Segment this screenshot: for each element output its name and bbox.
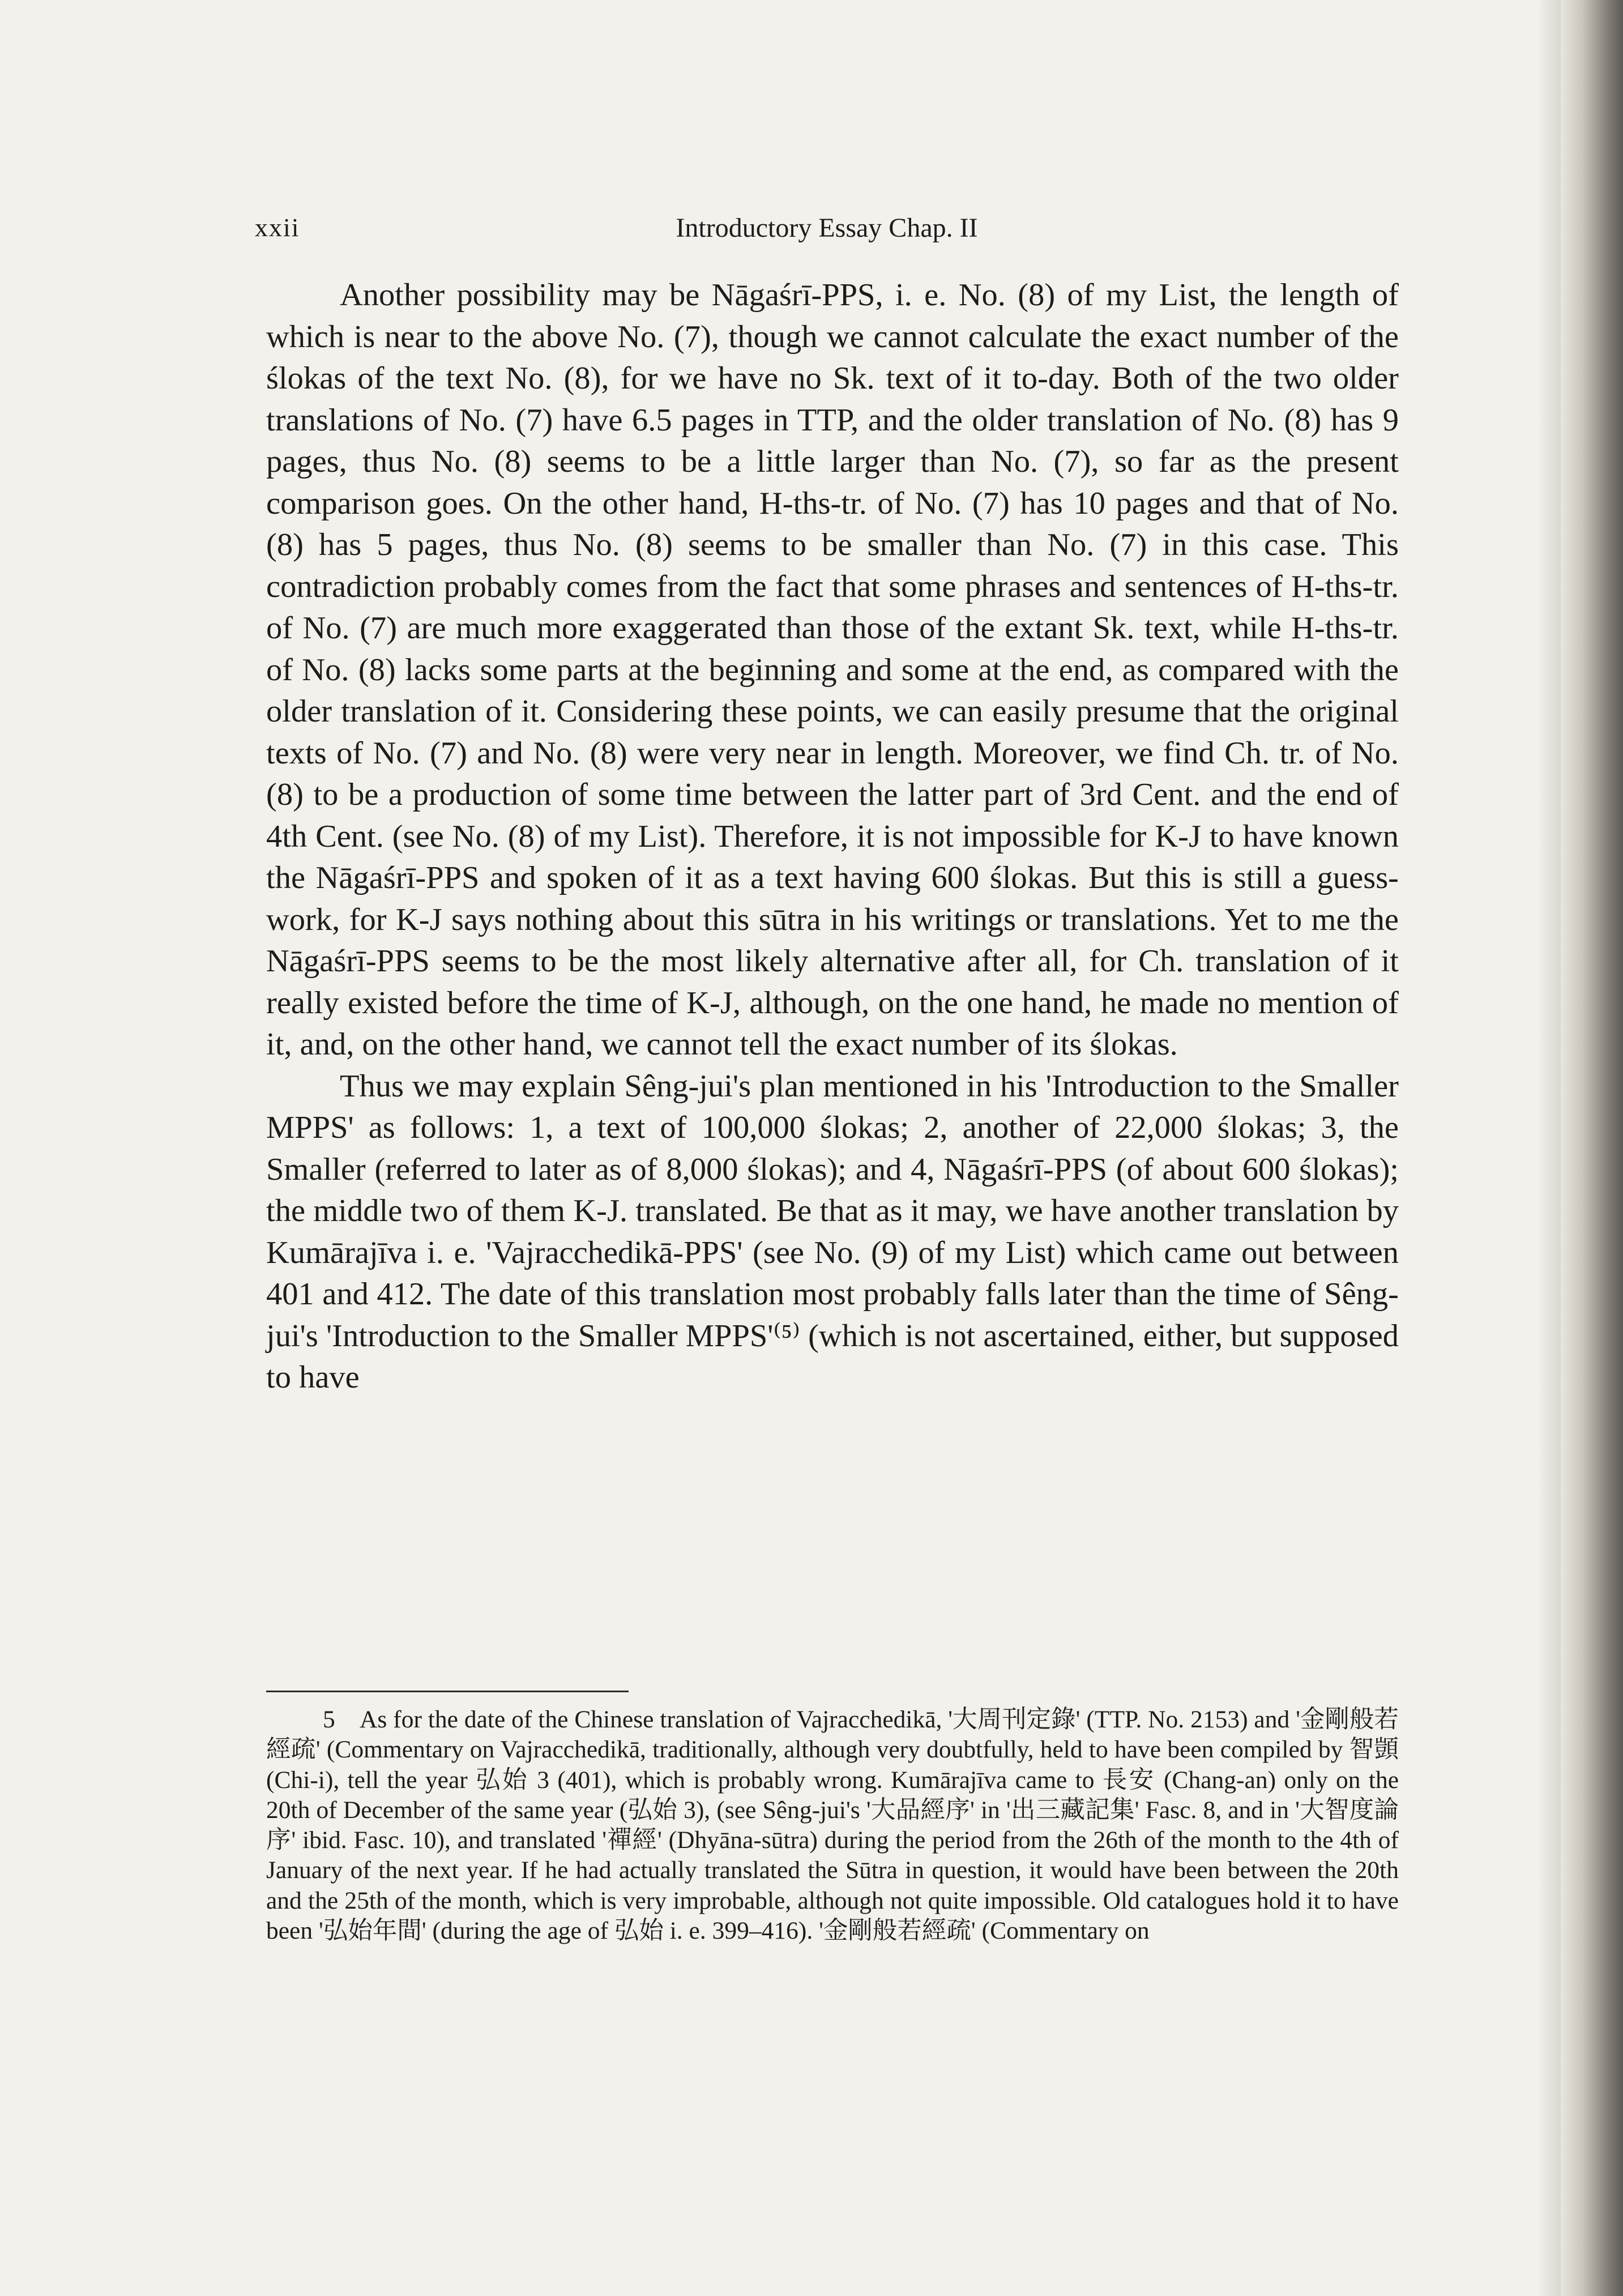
page-number: xxii	[255, 213, 300, 242]
page-edge	[1561, 0, 1623, 2296]
page-edge-shadow	[1538, 0, 1561, 2296]
paragraph: Thus we may explain Sêng-jui's plan mentioned in his 'Introduction to the Smaller MPPS' as follows: 1, a text of 100,000 ślokas; 2, another of 22,000 ślokas; 3, the Smaller (referred to later as of 8,000 ślokas); and 4, Nāgaśrī-PPS (of about 600 ślokas); the middle two of them K-J. translated. Be that as it may, we have another translation by Kumārajīva i. e. 'Vajracchedikā-PPS' (see No. (9) of my List) which came out between 401 and 412. The date of this translation most probably falls later than the time of Sêng-jui's 'Introduction to the Smaller MPPS'⁽⁵⁾ (which is not ascertained, either, but supposed to have	[266, 1068, 1399, 1395]
footnote-marker: 5	[323, 1706, 335, 1733]
paragraph: Another possibility may be Nāgaśrī-PPS, i. e. No. (8) of my List, the length of which is near to the above No. (7), though we cannot calculate the exact number of the ślokas of the text No. (8), for we have no Sk. text of it to-day. Both of the two older translations of No. (7) have 6.5 pages in TTP, and the older translation of No. (8) has 9 pages, thus No. (8) seems to be a little larger than No. (7), so far as the present comparison goes. On the other hand, H-ths-tr. of No. (7) has 10 pages and that of No. (8) has 5 pages, thus No. (8) seems to be smaller than No. (7) in this case. This contradiction probably comes from the fact that some phrases and sentences of H-ths-tr. of No. (7) are much more exaggerated than those of the extant Sk. text, while H-ths-tr. of No. (8) lacks some parts at the beginning and some at the end, as compared with the older translation of it. Considering these points, we can easily presume that the original texts of No. (7) and No. (8) were very near in length. Moreover, we find Ch. tr. of No. (8) to be a production of some time between the latter part of 3rd Cent. and the end of 4th Cent. (see No. (8) of my List). Therefore, it is not impossible for K-J to have known the Nāgaśrī-PPS and spoken of it as a text having 600 ślokas. But this is still a guess-work, for K-J says nothing about this sūtra in his writings or translations. Yet to me the Nāgaśrī-PPS seems to be the most likely alternative after all, for Ch. translation of it really existed before the time of K-J, although, on the one hand, he made no mention of it, and, on the other hand, we cannot tell the exact number of its ślokas.	[266, 278, 1399, 1062]
body-text	[266, 275, 1399, 1399]
running-title: Introductory Essay Chap. II	[676, 213, 978, 243]
page-header	[255, 212, 1399, 252]
footnote-text: As for the date of the Chinese translation of Vajracchedikā, '大周刊定錄' (TTP. No. 2153) and '金剛般若經疏' (Commentary on Vajracchedikā, traditionally, although very doubtfully, held to have been compiled by 智顗 (Chi-i), tell the year 弘始 3 (401), which is probably wrong. Kumārajīva came to 長安 (Chang-an) only on the 20th of December of the same year (弘始 3), (see Sêng-jui's '大品經序' in '出三藏記集' Fasc. 8, and in '大智度論序' ibid. Fasc. 10), and translated '禪經' (Dhyāna-sūtra) during the period from the 26th of the month to the 4th of January of the next year. If he had actually translated the Sūtra in question, it would have been between the 20th and the 25th of the month, which is very improbable, although not quite impossible. Old catalogues hold it to have been '弘始年間' (during the age of 弘始 i. e. 399–416). '金剛般若經疏' (Commentary on	[266, 1706, 1399, 1945]
footnote-rule	[266, 1691, 629, 1692]
footnote-paragraph	[266, 1705, 1399, 1946]
footnote	[266, 1705, 1399, 1946]
